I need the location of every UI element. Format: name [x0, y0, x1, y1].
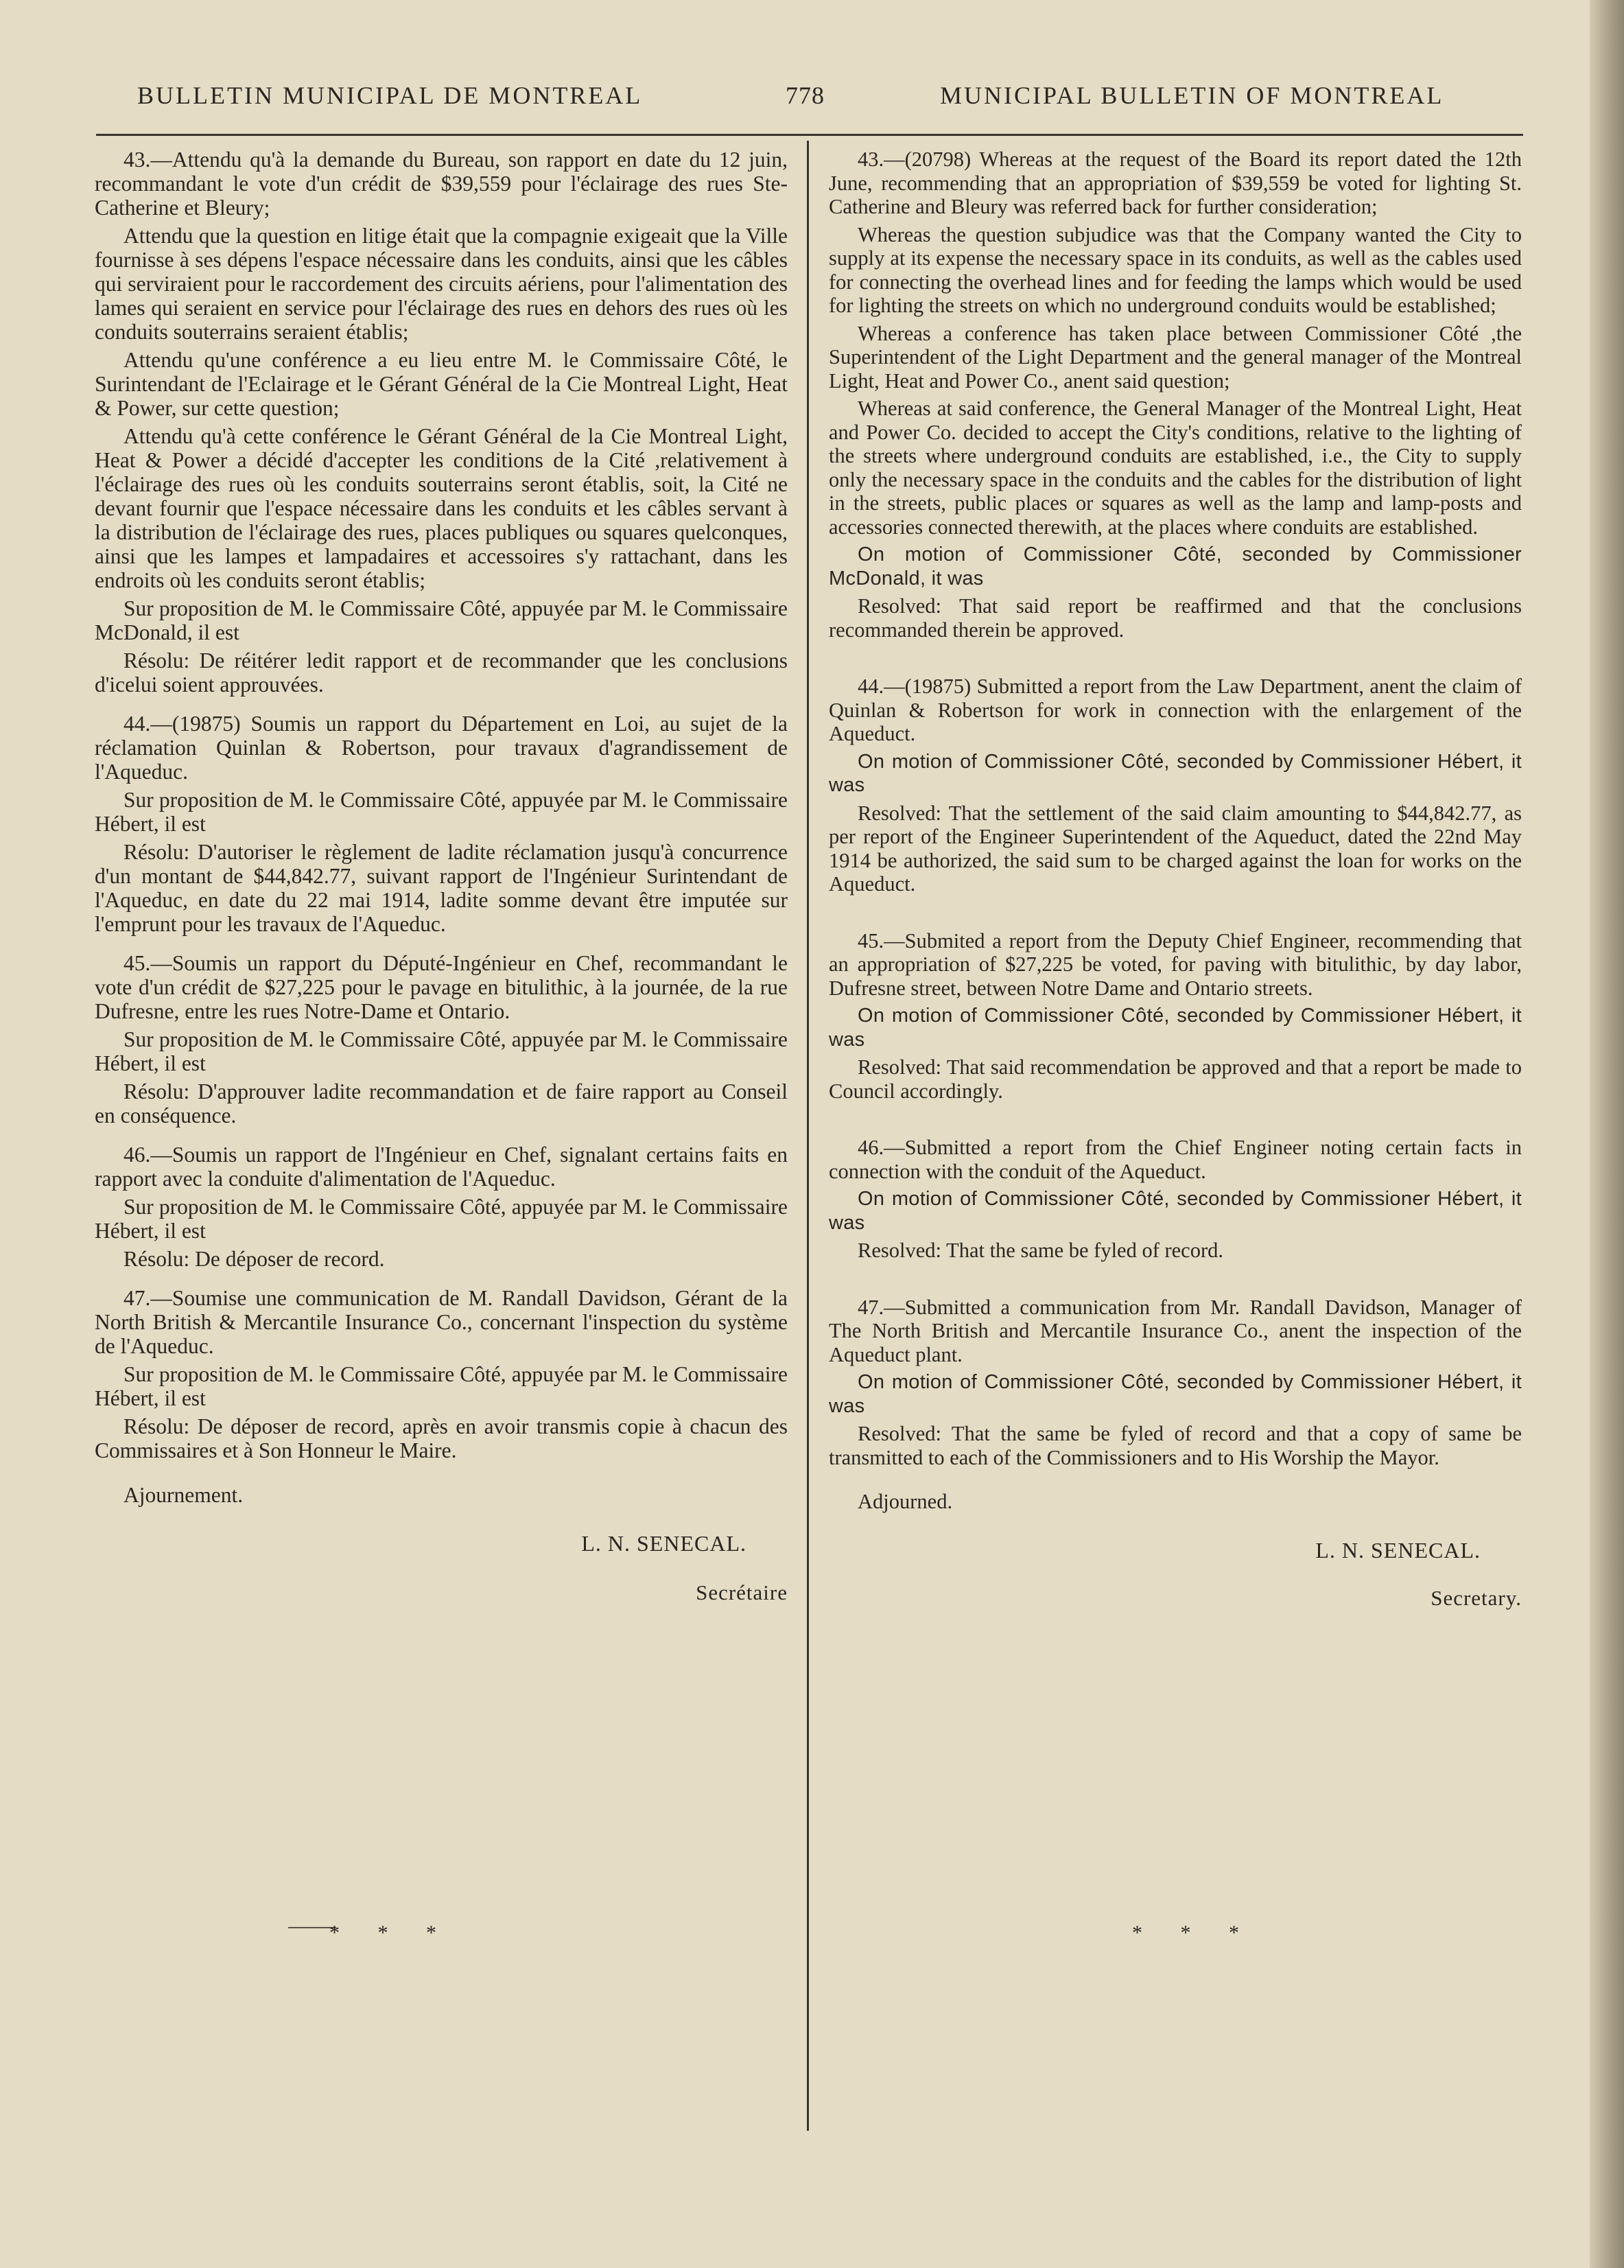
- paragraph: On motion of Commissioner Côté, seconded by Commissioner McDonald, it was: [829, 543, 1522, 589]
- paragraph: On motion of Commissioner Côté, seconded by Commissioner Hébert, it was: [829, 1188, 1522, 1234]
- ornament-stars-right: * * *: [1132, 1921, 1256, 1944]
- paragraph: Sur proposition de M. le Commissaire Côté, appuyée par M. le Commissaire Hébert, il est: [95, 788, 788, 836]
- paragraph: Sur proposition de M. le Commissaire Côté, appuyée par M. le Commissaire Hébert, il est: [95, 1195, 788, 1243]
- paragraph: Resolved: That the settlement of the said claim amounting to $44,842.77, as per report of the Engineer Superintendent of the Aqueduct, dated the 22nd May 1914 be authorized, the said sum to be charged against the loan for works on the Aqueduct.: [829, 801, 1522, 896]
- header-french-title: BULLETIN MUNICIPAL DE MONTREAL: [137, 82, 643, 109]
- header-english-title: MUNICIPAL BULLETIN OF MONTREAL: [940, 82, 1444, 109]
- english-column: [829, 148, 1522, 1611]
- paragraph: Résolu: De déposer de record.: [123, 1247, 385, 1271]
- paragraph: Whereas a conference has taken place between Commissioner Côté ,the Superintendent of the Light Department and the general manager of the Montreal Light, Heat and Power Co., anent said question;: [829, 321, 1522, 393]
- paragraph: 47.—Soumise une communication de M. Randall Davidson, Gérant de la North British & Mercantile Insurance Co., concernant l'inspection du système de l'Aqueduc.: [95, 1286, 788, 1358]
- paragraph: 47.—Submitted a communication from Mr. Randall Davidson, Manager of The North British and Mercantile Insurance Co., anent the inspection of the Aqueduct plant.: [829, 1295, 1522, 1366]
- column-divider: [807, 141, 809, 2131]
- paragraph: Attendu qu'une conférence a eu lieu entre M. le Commissaire Côté, le Surintendant de l'Eclairage et le Gérant Général de la Cie Montreal Light, Heat & Power, sur cette question;: [95, 348, 788, 420]
- paragraph: Résolu: De déposer de record, après en avoir transmis copie à chacun des Commissaires et à Son Honneur le Maire.: [95, 1414, 788, 1462]
- paragraph: Whereas the question subjudice was that the Company wanted the City to supply at its expense the necessary space in its conduits, as well as the cables used for connecting the overhead lines and for feeding the lamps which would be used for lighting the streets on which no underground conduits would be established;: [829, 222, 1522, 317]
- signature-title: Secrétaire: [696, 1580, 788, 1604]
- paragraph: 45.—Soumis un rapport du Député-Ingénieur en Chef, recommandant le vote d'un crédit de $27,225 pour le pavage en bitulithic, à la journée, de la rue Dufresne, entre les rues Notre-Dame et Ontario.: [95, 951, 788, 1023]
- paragraph: Résolu: D'approuver ladite recommandation et de faire rapport au Conseil en conséquence.: [95, 1079, 788, 1127]
- paragraph: Sur proposition de M. le Commissaire Côté, appuyée par M. le Commissaire Hébert, il est: [95, 1027, 788, 1075]
- paragraph: 44.—(19875) Soumis un rapport du Département en Loi, au sujet de la réclamation Quinlan & Robertson, pour travaux d'agrandissement de l'Aqueduc.: [95, 712, 788, 784]
- signature-title: Secretary.: [1431, 1586, 1522, 1610]
- paragraph: Sur proposition de M. le Commissaire Côté, appuyée par M. le Commissaire McDonald, il est: [95, 596, 788, 644]
- signature: L. N. SENECAL.: [581, 1531, 746, 1556]
- paragraph: 46.—Submitted a report from the Chief Engineer noting certain facts in connection with the conduit of the Aqueduct.: [829, 1136, 1522, 1183]
- paragraph: Attendu qu'à cette conférence le Gérant Général de la Cie Montreal Light, Heat & Power a décidé d'accepter les conditions de la Cité ,relativement à l'éclairage des rues où les conduits souterrains seront établis, soit, la Cité ne devant fournir que l'espace nécessaire dans les conduits et les câbles servant à la distribution de l'éclairage des rues, places publiques ou squares quelconques, ainsi que les lampes et lampadaires et accessoires s'y rattachant, dans les endroits où les conduits seront établis;: [95, 424, 788, 592]
- paragraph: 45.—Submited a report from the Deputy Chief Engineer, recommending that an appropriation of $27,225 be voted, for paving with bitulithic, by day labor, Dufresne street, between Notre Dame and Ontario streets.: [829, 928, 1522, 1000]
- paragraph: Resolved: That the same be fyled of record and that a copy of same be transmitted to each of the Commissioners and to His Worship the Mayor.: [829, 1422, 1522, 1469]
- paragraph: 46.—Soumis un rapport de l'Ingénieur en Chef, signalant certains faits en rapport avec la conduite d'alimentation de l'Aqueduc.: [95, 1143, 788, 1191]
- paragraph: On motion of Commissioner Côté, seconded by Commissioner Hébert, it was: [829, 750, 1522, 796]
- signature: L. N. SENECAL.: [1315, 1537, 1481, 1563]
- paragraph: On motion of Commissioner Côté, seconded by Commissioner Hébert, it was: [829, 1371, 1522, 1417]
- paragraph: On motion of Commissioner Côté, seconded by Commissioner Hébert, it was: [829, 1005, 1522, 1051]
- paragraph: 43.—Attendu qu'à la demande du Bureau, son rapport en date du 12 juin, recommandant le vote d'un crédit de $39,559 pour l'éclairage des rues Ste-Catherine et Bleury;: [95, 148, 788, 220]
- adjournment: Ajournement.: [123, 1483, 244, 1507]
- paragraph: Sur proposition de M. le Commissaire Côté, appuyée par M. le Commissaire Hébert, il est: [95, 1362, 788, 1410]
- adjournment: Adjourned.: [858, 1490, 953, 1513]
- page-number: 778: [786, 82, 825, 109]
- header-rule: [96, 134, 1523, 136]
- french-column: [95, 148, 788, 1604]
- page-header: [96, 81, 1530, 122]
- paragraph: Résolu: D'autoriser le règlement de ladite réclamation jusqu'à concurrence d'un montant de $44,842.77, suivant rapport de l'Ingénieur Surintendant de l'Aqueduc, en date du 22 mai 1914, ladite somme devant être imputée sur l'emprunt pour les travaux de l'Aqueduc.: [95, 840, 788, 936]
- paragraph: Attendu que la question en litige était que la compagnie exigeait que la Ville fournisse à ses dépens l'espace nécessaire dans les conduits, ainsi que les câbles qui serviraient pour le raccordement des circuits aériens, pour l'alimentation des lames qui seraient en service pour l'éclairage des rues en dehors des rues où les conduits souterrains seraient établis;: [95, 224, 788, 344]
- page-edge: [1590, 0, 1624, 2268]
- paragraph: Whereas at said conference, the General Manager of the Montreal Light, Heat and Power Co. decided to accept the City's conditions, relative to the lighting of the streets where underground conduits are established, i.e., the City to supply only the necessary space in the conduits and the cables for the distribution of light in the streets, public places or squares as well as the lamp and lamp-posts and accessories connected therewith, at the places where conduits are established.: [829, 397, 1522, 539]
- paragraph: Resolved: That said recommendation be approved and that a report be made to Council accordingly.: [829, 1055, 1522, 1103]
- paragraph: Resolved: That the same be fyled of record.: [858, 1239, 1224, 1262]
- ornament-stars-left: * * *: [329, 1921, 453, 1944]
- paragraph: 43.—(20798) Whereas at the request of the Board its report dated the 12th June, recommending that an appropriation of $39,559 be voted for lighting St. Catherine and Bleury was referred back for further consideration;: [829, 148, 1522, 218]
- paragraph: Résolu: De réitérer ledit rapport et de recommander que les conclusions d'icelui soient approuvées.: [95, 648, 788, 697]
- paragraph: Resolved: That said report be reaffirmed and that the conclusions recommanded therein be approved.: [829, 594, 1522, 642]
- paragraph: 44.—(19875) Submitted a report from the Law Department, anent the claim of Quinlan & Robertson for work in connection with the enlargement of the Aqueduct.: [829, 675, 1522, 745]
